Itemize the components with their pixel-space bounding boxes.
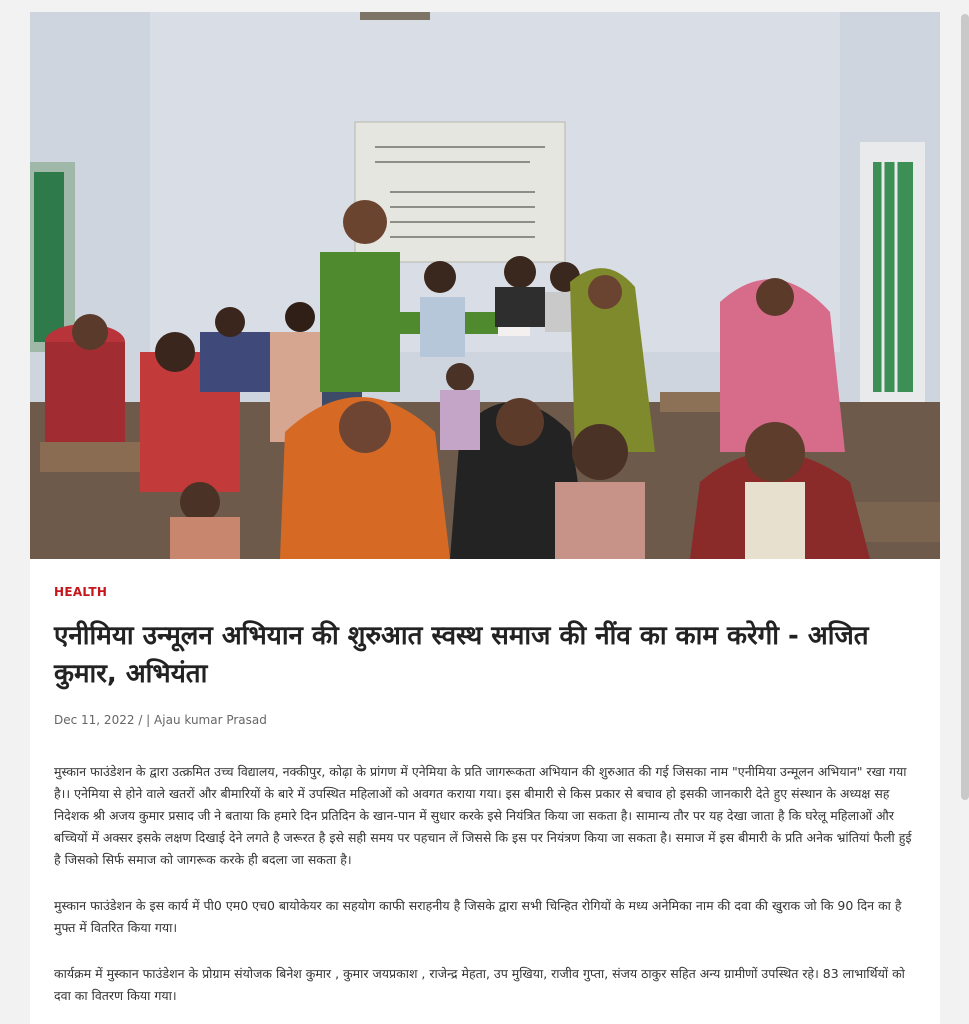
article-title: एनीमिया उन्मूलन अभियान की शुरुआत स्वस्थ समाज की नींव का काम करेगी - अजित कुमार, अभियंता: [54, 621, 869, 689]
article-photo[interactable]: [30, 12, 940, 559]
article-paragraph: मुस्कान फाउंडेशन के इस कार्य में पी0 एम0 एच0 बायोकेयर का सहयोग काफी सराहनीय है जिसके द्वारा सभी चिन्हित रोगियों के मध्य अनेमिका नाम की दवा की खुराक जो कि 90 दिन का है मुफ्त में वितरित किया गया।: [54, 898, 902, 935]
article-body: [54, 761, 916, 1007]
article-meta: [54, 713, 916, 727]
article-paragraph: कार्यक्रम में मुस्कान फाउंडेशन के प्रोग्राम संयोजक बिनेश कुमार , कुमार जयप्रकाश , राजेन्द्र मेहता, उप मुखिया, राजीव गुप्ता, संजय ठाकुर सहित अन्य ग्रामीणों उपस्थित रहे। 83 लाभार्थियों को दवा का वितरण किया गया।: [54, 966, 905, 1003]
article-date[interactable]: Dec 11, 2022: [54, 713, 135, 727]
article-content: [54, 585, 916, 1024]
category-link[interactable]: HEALTH: [54, 585, 108, 599]
article-card: [30, 12, 940, 1024]
classroom-photo-icon: [30, 12, 940, 559]
article-author[interactable]: Ajau kumar Prasad: [154, 713, 267, 727]
article-paragraph: मुस्कान फाउंडेशन के द्वारा उत्क्रमित उच्च विद्यालय, नक्कीपुर, कोढ़ा के प्रांगण में एनेमिया के प्रति जागरूकता अभियान की शुरुआत की गई जिसका नाम "एनीमिया उन्मूलन अभियान" रखा गया है।। एनेमिया से होने वाले खतरों और बीमारियों के बारे में उपस्थित महिलाओं को अवगत कराया गया। इस बीमारी से किस प्रकार से बचाव हो इसकी जानकारी देते हुए संस्थान के अध्यक्ष सह निदेशक श्री अजय कुमार प्रसाद जी ने बताया कि हमारे दिन प्रतिदिन के खान-पान में सुधार करके इसे नियंत्रित किया जा सकता है। सामान्य तौर पर यह देखा जाता है कि घरेलू महिलाओं और बच्चियों में अक्सर इसके लक्षण दिखाई देने लगते है जरूरत है इसे सही समय पर पहचान लें जिससे कि इस पर नियंत्रण किया जा सकता है। समाज में इस बीमारी के प्रति अनेक भ्रांतियां फैली हुई है जिसको सिर्फ समाज को जागरूक करके ही बदला जा सकता है।: [54, 764, 912, 867]
page-scrollbar[interactable]: [961, 14, 969, 800]
meta-separator: / |: [138, 713, 151, 727]
